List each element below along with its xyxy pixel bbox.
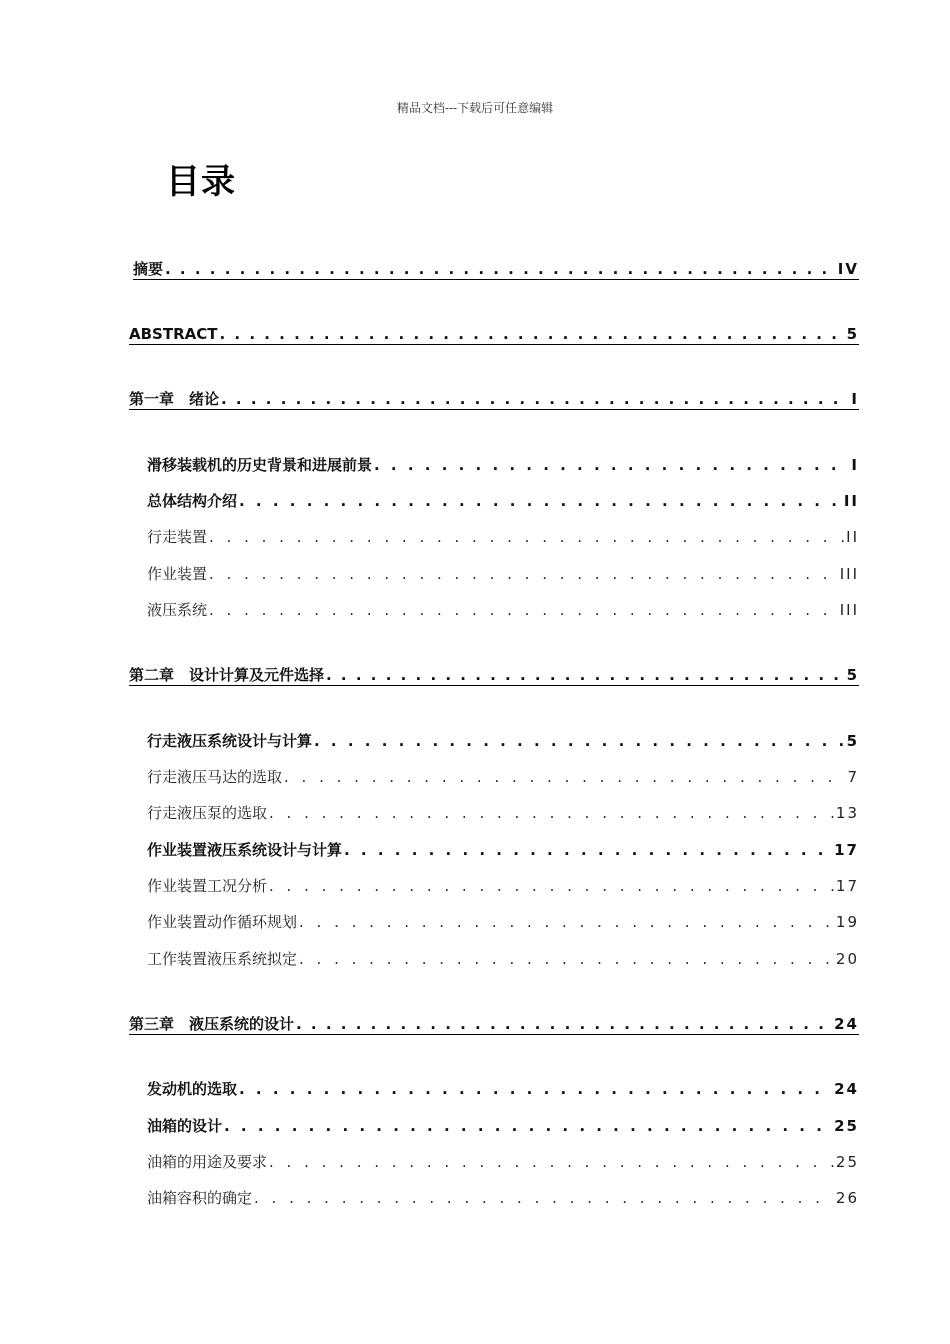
toc-leader [254, 1188, 834, 1208]
toc-entry-page: 24 [834, 1080, 859, 1098]
toc-entry-label: 摘要 [133, 260, 164, 278]
toc-entry-subsection[interactable] [147, 947, 859, 969]
toc-leader [221, 389, 849, 409]
toc-leader [326, 665, 845, 685]
toc-leader [209, 527, 844, 547]
toc-entry-section[interactable] [147, 453, 859, 475]
toc-entry-label: 行走液压泵的选取 [147, 804, 268, 822]
toc-entry-section[interactable] [147, 489, 859, 511]
toc-leader [284, 767, 845, 787]
toc-leader [296, 1014, 832, 1034]
toc-entry-page: 25 [834, 1117, 859, 1135]
toc-leader [374, 455, 849, 475]
toc-entry-subsection[interactable] [147, 525, 859, 547]
toc-entry-subsection[interactable] [147, 1186, 859, 1208]
toc-entry-page: 13 [835, 804, 859, 822]
toc-entry-page: 25 [835, 1153, 859, 1171]
toc-leader [239, 491, 842, 511]
toc-entry-page: I [851, 390, 859, 408]
toc-leader [314, 731, 845, 751]
toc-entry-label: 滑移装载机的历史背景和进展前景 [147, 456, 373, 474]
toc-entry-page: II [843, 492, 859, 510]
toc-entry-label: 作业装置工况分析 [147, 877, 268, 895]
toc-entry-page: 19 [835, 913, 859, 931]
toc-leader [209, 564, 838, 584]
toc-leader [269, 1152, 834, 1172]
toc-entry-page: 7 [847, 768, 859, 786]
toc-leader [299, 949, 834, 969]
toc-entry-page: 24 [834, 1015, 859, 1033]
toc-entry-label: 工作装置液压系统拟定 [147, 950, 298, 968]
toc-entry-label: 总体结构介绍 [147, 492, 238, 510]
toc-leader [299, 912, 834, 932]
toc-title: 目录 [166, 162, 236, 202]
toc-entry-section[interactable] [147, 729, 859, 751]
toc-entry-chapter-1[interactable] [129, 387, 859, 410]
toc-entry-label: 液压系统 [147, 601, 208, 619]
toc-entry-chapter-2[interactable] [129, 663, 859, 686]
toc-entry-label: 作业装置液压系统设计与计算 [147, 841, 343, 859]
toc-leader [269, 803, 834, 823]
toc-entry-label: 作业装置 [147, 565, 208, 583]
toc-entry-page: II [846, 528, 859, 546]
toc-entry-section[interactable] [147, 1077, 859, 1099]
toc-entry-section[interactable] [147, 838, 859, 860]
toc-entry-page: 17 [834, 841, 859, 859]
toc-entry-label: 行走装置 [147, 528, 208, 546]
toc-leader [239, 1079, 832, 1099]
toc-leader [224, 1116, 832, 1136]
toc-entry-label: 油箱的设计 [147, 1117, 223, 1135]
toc-entry-label: 油箱的用途及要求 [147, 1153, 268, 1171]
toc-entry-page: 26 [835, 1189, 859, 1207]
toc-entry-subsection[interactable] [147, 910, 859, 932]
toc-entry-subsection[interactable] [147, 874, 859, 896]
toc-entry-page: 5 [846, 325, 859, 343]
toc-entry-subsection[interactable] [147, 765, 859, 787]
toc-entry-label: 油箱容积的确定 [147, 1189, 253, 1207]
toc-leader [269, 876, 834, 896]
toc-entry-label: 第三章 液压系统的设计 [129, 1015, 295, 1033]
toc-entry-label: 第二章 设计计算及元件选择 [129, 666, 325, 684]
page-header: 精品文档---下载后可任意编辑 [396, 101, 554, 115]
toc-leader [209, 600, 838, 620]
toc-entry-page: IV [837, 260, 859, 278]
toc-entry-label: 行走液压系统设计与计算 [147, 732, 313, 750]
toc-leader [165, 259, 836, 279]
toc-entry-abstract-en[interactable] [129, 322, 859, 345]
toc-entry-page: 5 [846, 666, 859, 684]
toc-entry-page: 5 [846, 732, 859, 750]
toc-entry-subsection[interactable] [147, 562, 859, 584]
toc-entry-page: III [839, 565, 859, 583]
toc-entry-page: 20 [835, 950, 859, 968]
toc-entry-label: ABSTRACT [129, 325, 218, 343]
toc-entry-subsection[interactable] [147, 801, 859, 823]
toc-entry-subsection[interactable] [147, 598, 859, 620]
toc-entry-label: 第一章 绪论 [129, 390, 220, 408]
toc-entry-chapter-3[interactable] [129, 1012, 859, 1035]
toc-entry-page: 17 [835, 877, 859, 895]
toc-leader [219, 324, 844, 344]
toc-entry-page: III [839, 601, 859, 619]
toc-entry-page: I [851, 456, 859, 474]
toc-entry-abstract-cn[interactable] [133, 257, 859, 280]
toc-entry-subsection[interactable] [147, 1150, 859, 1172]
toc-leader [344, 840, 832, 860]
toc-entry-label: 发动机的选取 [147, 1080, 238, 1098]
toc-entry-label: 作业装置动作循环规划 [147, 913, 298, 931]
toc-entry-label: 行走液压马达的选取 [147, 768, 283, 786]
toc-entry-section[interactable] [147, 1114, 859, 1136]
